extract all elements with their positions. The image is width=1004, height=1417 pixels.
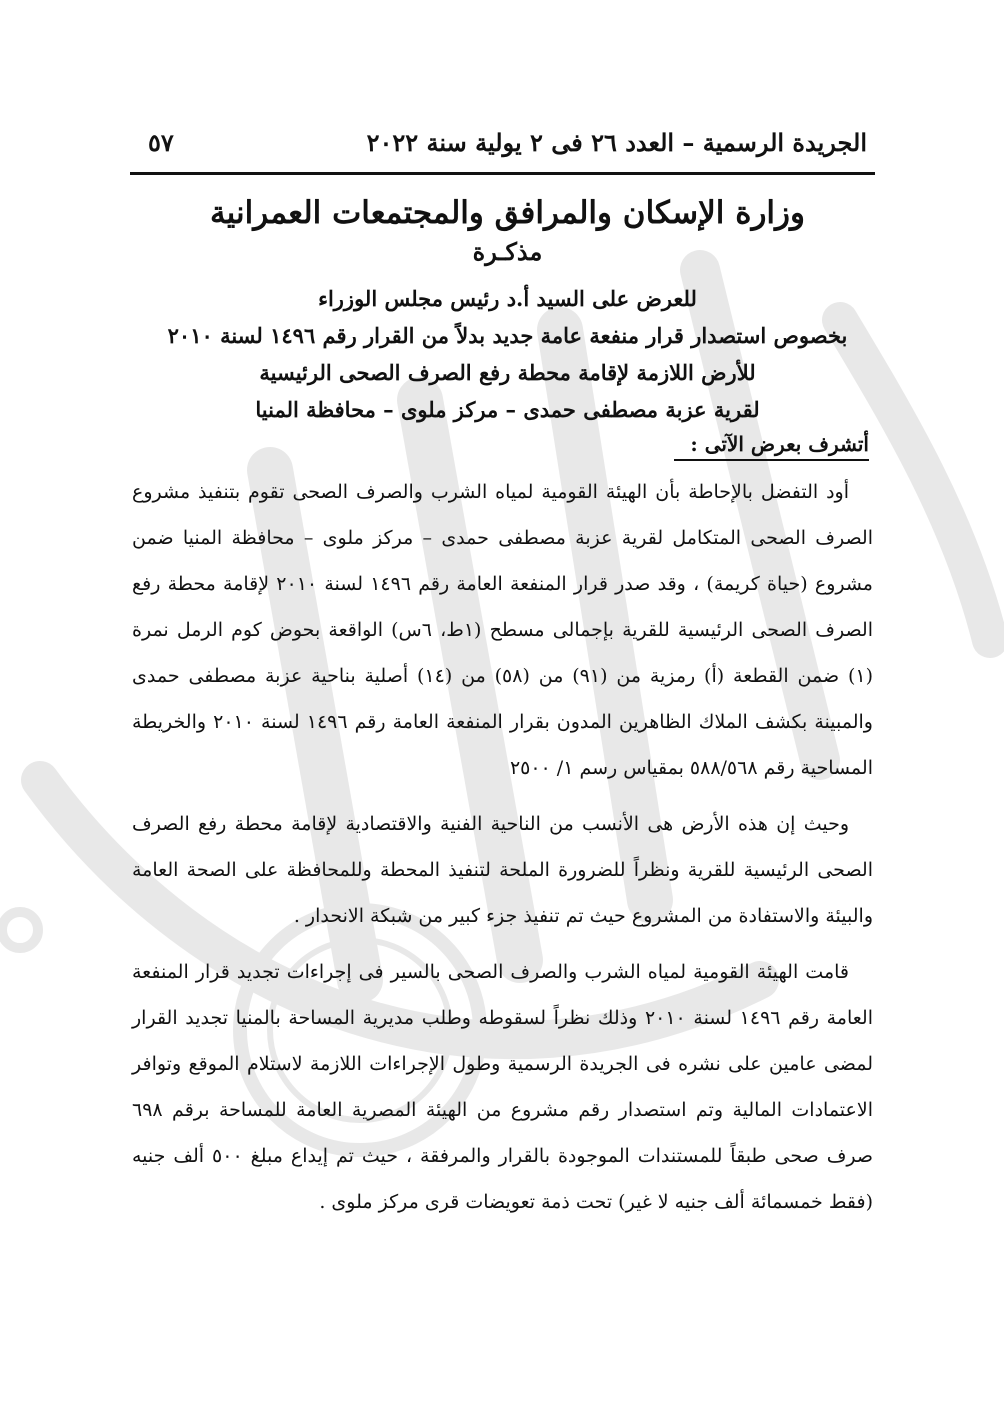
- greeting-row: [130, 432, 875, 461]
- body-paragraph-3: قامت الهيئة القومية لمياه الشرب والصرف الصحى بالسير فى إجراءات تجديد قرار المنفعة العامة رقم ١٤٩٦ لسنة ٢٠١٠ وذلك نظراً لسقوطه وطلب مديرية المساحة بالمنيا تجديد القرار لمضى عامين على نشره فى الجريدة الرسمية وطول الإجراءات اللازمة لاستلام الموقع وتوافر الاعتمادات المالية وتم استصدار رقم مشروع من الهيئة المصرية العامة للمساحة برقم ٦٩٨ صرف صحى طبقاً للمستندات الموجودة بالقرار والمرفقة ، حيث تم إيداع مبلغ ٥٠٠ ألف جنيه (فقط خمسمائة ألف جنيه لا غير) تحت ذمة تعويضات قرى مركز ملوى .: [132, 961, 874, 1213]
- subject-line-2: للأرض اللازمة لإقامة محطة رفع الصرف الصحى الرئيسية: [259, 360, 756, 385]
- ministry-title: وزارة الإسكان والمرافق والمجتمعات العمرانية: [210, 195, 805, 231]
- page-number: ٥٧: [148, 128, 174, 157]
- gazette-issue-title: الجريدة الرسمية – العدد ٢٦ فى ٢ يولية سنة ٢٠٢٢: [366, 128, 867, 157]
- running-header: [130, 120, 875, 175]
- subject-line-1: بخصوص استصدار قرار منفعة عامة جديد بدلاً من القرار رقم ١٤٩٦ لسنة ٢٠١٠: [167, 323, 848, 348]
- greeting: أتشرف بعرض الآتى :: [674, 432, 869, 461]
- addressed-to-line: للعرض على السيد أ.د رئيس مجلس الوزراء: [318, 286, 697, 311]
- memo-title: مذكـرة: [472, 237, 543, 266]
- subject-line-3: لقرية عزبة مصطفى حمدى – مركز ملوى – محافظة المنيا: [255, 397, 760, 422]
- body-paragraph-1: أود التفضل بالإحاطة بأن الهيئة القومية لمياه الشرب والصرف الصحى تقوم بتنفيذ مشروع الصرف الصحى المتكامل لقرية عزبة مصطفى حمدى – مركز ملوى – محافظة المنيا ضمن مشروع (حياة كريمة) ، وقد صدر قرار المنفعة العامة رقم ١٤٩٦ لسنة ٢٠١٠ لإقامة محطة رفع الصرف الصحى الرئيسية للقرية بإجمالى مسطح (١ط، ٦س) الواقعة بحوض كوم الرمل نمرة (١) ضمن القطعة (أ) رمزية من (٩١) من (٥٨) من (١٤) أصلية بناحية عزبة مصطفى حمدى والمبينة بكشف الملاك الظاهرين المدون بقرار المنفعة العامة رقم ١٤٩٦ لسنة ٢٠١٠ والخريطة المساحية رقم ٥٨٨/٥٦٨ بمقياس رسم ١/ ٢٥٠٠: [132, 481, 873, 779]
- body-paragraph-2: وحيث إن هذه الأرض هى الأنسب من الناحية الفنية والاقتصادية لإقامة محطة رفع الصرف الصحى الرئيسية للقرية ونظراً للضرورة الملحة لتنفيذ المحطة وللمحافظة على الصحة العامة والبيئة والاستفادة من المشروع حيث تم تنفيذ جزء كبير من شبكة الانحدار .: [132, 813, 873, 927]
- gazette-page: [130, 120, 875, 1320]
